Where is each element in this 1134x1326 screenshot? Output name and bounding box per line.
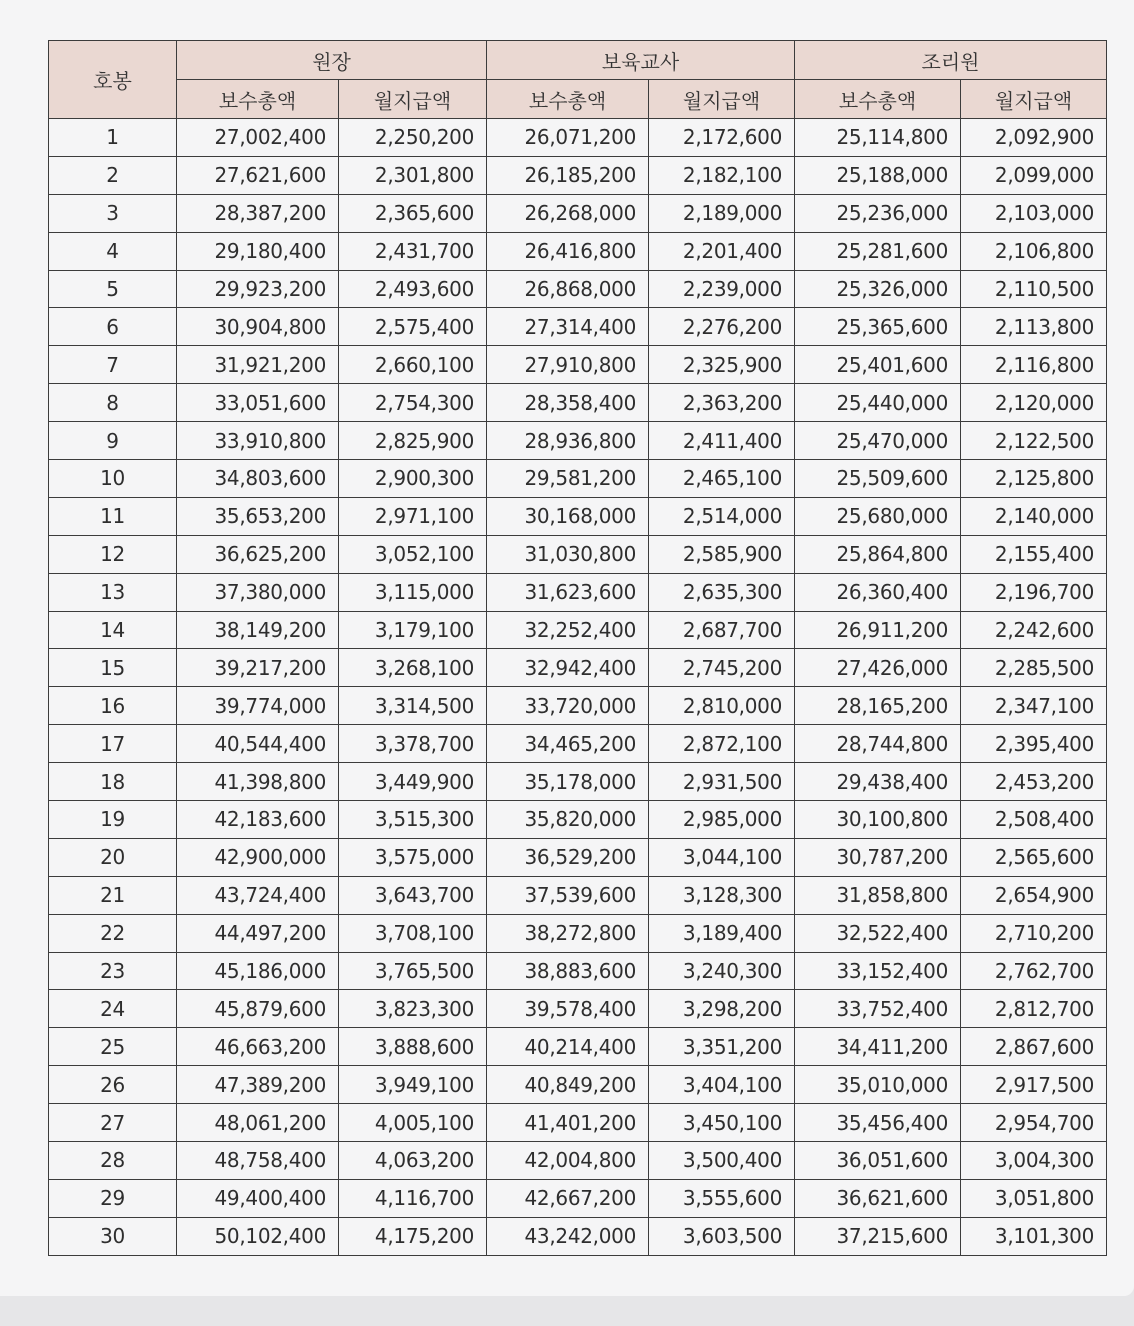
teacher-monthly-pay-cell: 2,325,900: [649, 346, 795, 384]
cook-total-pay-cell: 35,010,000: [795, 1066, 961, 1104]
cook-monthly-pay-cell: 2,196,700: [961, 573, 1107, 611]
cook-monthly-pay-cell: 2,103,000: [961, 194, 1107, 232]
director-monthly-pay-cell: 4,063,200: [339, 1142, 487, 1180]
table-row: [49, 232, 1107, 270]
grade-cell: 14: [49, 611, 177, 649]
teacher-monthly-pay-cell: 3,603,500: [649, 1217, 795, 1255]
director-monthly-pay-cell: 2,660,100: [339, 346, 487, 384]
director-total-pay-cell: 49,400,400: [177, 1179, 339, 1217]
table-row: [49, 119, 1107, 157]
teacher-total-pay-cell: 26,868,000: [487, 270, 649, 308]
teacher-total-pay-cell: 27,314,400: [487, 308, 649, 346]
director-total-pay-cell: 44,497,200: [177, 914, 339, 952]
teacher-monthly-pay-cell: 3,128,300: [649, 876, 795, 914]
teacher-monthly-pay-cell: 2,363,200: [649, 384, 795, 422]
director-monthly-pay-cell: 2,431,700: [339, 232, 487, 270]
grade-cell: 19: [49, 801, 177, 839]
director-monthly-pay-cell: 2,971,100: [339, 497, 487, 535]
director-monthly-pay-cell: 3,515,300: [339, 801, 487, 839]
grade-cell: 25: [49, 1028, 177, 1066]
grade-cell: 5: [49, 270, 177, 308]
director-monthly-pay-cell: 3,949,100: [339, 1066, 487, 1104]
group-header-director: 원장: [177, 41, 487, 80]
teacher-monthly-pay-cell: 3,450,100: [649, 1104, 795, 1142]
cook-total-pay-cell: 28,165,200: [795, 687, 961, 725]
teacher-monthly-pay-cell: 2,201,400: [649, 232, 795, 270]
cook-total-pay-cell: 26,360,400: [795, 573, 961, 611]
table-row: [49, 801, 1107, 839]
director-monthly-pay-cell: 3,643,700: [339, 876, 487, 914]
table-row: [49, 497, 1107, 535]
director-total-pay-cell: 39,774,000: [177, 687, 339, 725]
cook-total-pay-cell: 25,326,000: [795, 270, 961, 308]
cook-monthly-pay-cell: 2,395,400: [961, 725, 1107, 763]
teacher-monthly-pay-cell: 2,411,400: [649, 422, 795, 460]
teacher-total-pay-cell: 40,214,400: [487, 1028, 649, 1066]
grade-cell: 7: [49, 346, 177, 384]
cook-total-pay-cell: 25,114,800: [795, 119, 961, 157]
cook-total-pay-cell: 35,456,400: [795, 1104, 961, 1142]
table-row: [49, 763, 1107, 801]
cook-monthly-pay-cell: 2,120,000: [961, 384, 1107, 422]
teacher-total-pay-cell: 26,185,200: [487, 156, 649, 194]
director-total-pay-cell: 45,879,600: [177, 990, 339, 1028]
teacher-total-pay-cell: 42,004,800: [487, 1142, 649, 1180]
director-total-pay-cell: 40,544,400: [177, 725, 339, 763]
director-monthly-pay-cell: 3,378,700: [339, 725, 487, 763]
director-monthly-pay-cell: 4,005,100: [339, 1104, 487, 1142]
director-total-pay-cell: 33,051,600: [177, 384, 339, 422]
table-row: [49, 535, 1107, 573]
director-monthly-pay-cell: 3,575,000: [339, 838, 487, 876]
teacher-monthly-pay-cell: 3,044,100: [649, 838, 795, 876]
cook-total-pay-cell: 30,100,800: [795, 801, 961, 839]
table-row: [49, 914, 1107, 952]
grade-cell: 8: [49, 384, 177, 422]
cook-monthly-pay-cell: 2,140,000: [961, 497, 1107, 535]
director-monthly-pay-cell: 3,449,900: [339, 763, 487, 801]
teacher-monthly-pay-cell: 3,404,100: [649, 1066, 795, 1104]
grade-cell: 20: [49, 838, 177, 876]
director-monthly-pay-cell: 3,314,500: [339, 687, 487, 725]
cook-monthly-pay-cell: 2,508,400: [961, 801, 1107, 839]
director-total-pay-cell: 42,183,600: [177, 801, 339, 839]
teacher-total-pay-cell: 31,623,600: [487, 573, 649, 611]
director-total-pay-cell: 35,653,200: [177, 497, 339, 535]
director-monthly-pay-cell: 2,825,900: [339, 422, 487, 460]
director-monthly-pay-cell: 3,179,100: [339, 611, 487, 649]
cook-total-pay-cell: 34,411,200: [795, 1028, 961, 1066]
director-monthly-pay-header: 월지급액: [339, 80, 487, 119]
cook-total-pay-cell: 30,787,200: [795, 838, 961, 876]
director-total-pay-cell: 28,387,200: [177, 194, 339, 232]
teacher-monthly-pay-cell: 3,189,400: [649, 914, 795, 952]
table-row: [49, 308, 1107, 346]
teacher-monthly-pay-cell: 2,985,000: [649, 801, 795, 839]
teacher-total-pay-cell: 34,465,200: [487, 725, 649, 763]
grade-cell: 1: [49, 119, 177, 157]
group-header-cook: 조리원: [795, 41, 1107, 80]
director-total-pay-cell: 29,180,400: [177, 232, 339, 270]
director-total-pay-cell: 34,803,600: [177, 460, 339, 498]
teacher-total-pay-header: 보수총액: [487, 80, 649, 119]
director-monthly-pay-cell: 3,708,100: [339, 914, 487, 952]
header-row-groups: [49, 41, 1107, 80]
director-total-pay-cell: 47,389,200: [177, 1066, 339, 1104]
grade-cell: 10: [49, 460, 177, 498]
teacher-monthly-pay-cell: 2,465,100: [649, 460, 795, 498]
cook-total-pay-cell: 25,509,600: [795, 460, 961, 498]
cook-total-pay-cell: 33,152,400: [795, 952, 961, 990]
table-row: [49, 611, 1107, 649]
grade-cell: 15: [49, 649, 177, 687]
teacher-monthly-pay-cell: 2,872,100: [649, 725, 795, 763]
director-total-pay-cell: 30,904,800: [177, 308, 339, 346]
grade-cell: 21: [49, 876, 177, 914]
director-monthly-pay-cell: 3,823,300: [339, 990, 487, 1028]
teacher-total-pay-cell: 32,252,400: [487, 611, 649, 649]
cook-monthly-pay-cell: 2,110,500: [961, 270, 1107, 308]
cook-total-pay-cell: 25,281,600: [795, 232, 961, 270]
director-monthly-pay-cell: 2,900,300: [339, 460, 487, 498]
teacher-monthly-pay-cell: 2,172,600: [649, 119, 795, 157]
director-total-pay-cell: 31,921,200: [177, 346, 339, 384]
director-monthly-pay-cell: 3,268,100: [339, 649, 487, 687]
cook-total-pay-cell: 32,522,400: [795, 914, 961, 952]
director-total-pay-cell: 38,149,200: [177, 611, 339, 649]
director-total-pay-cell: 45,186,000: [177, 952, 339, 990]
table-row: [49, 725, 1107, 763]
cook-monthly-pay-cell: 2,125,800: [961, 460, 1107, 498]
director-monthly-pay-cell: 2,575,400: [339, 308, 487, 346]
teacher-total-pay-cell: 26,268,000: [487, 194, 649, 232]
table-row: [49, 952, 1107, 990]
director-total-pay-cell: 41,398,800: [177, 763, 339, 801]
director-total-pay-cell: 36,625,200: [177, 535, 339, 573]
grade-cell: 2: [49, 156, 177, 194]
cook-monthly-pay-cell: 2,654,900: [961, 876, 1107, 914]
teacher-total-pay-cell: 31,030,800: [487, 535, 649, 573]
grade-cell: 12: [49, 535, 177, 573]
director-total-pay-cell: 46,663,200: [177, 1028, 339, 1066]
cook-monthly-pay-cell: 2,122,500: [961, 422, 1107, 460]
teacher-monthly-pay-cell: 2,635,300: [649, 573, 795, 611]
teacher-monthly-pay-cell: 2,514,000: [649, 497, 795, 535]
cook-monthly-pay-cell: 2,347,100: [961, 687, 1107, 725]
grade-cell: 4: [49, 232, 177, 270]
table-row: [49, 1066, 1107, 1104]
cook-monthly-pay-cell: 2,812,700: [961, 990, 1107, 1028]
grade-cell: 16: [49, 687, 177, 725]
grade-cell: 17: [49, 725, 177, 763]
teacher-monthly-pay-cell: 2,810,000: [649, 687, 795, 725]
teacher-total-pay-cell: 38,272,800: [487, 914, 649, 952]
cook-total-pay-cell: 25,365,600: [795, 308, 961, 346]
group-header-teacher: 보육교사: [487, 41, 795, 80]
director-monthly-pay-cell: 2,754,300: [339, 384, 487, 422]
grade-cell: 13: [49, 573, 177, 611]
grade-cell: 28: [49, 1142, 177, 1180]
table-row: [49, 573, 1107, 611]
cook-monthly-pay-cell: 2,710,200: [961, 914, 1107, 952]
director-total-pay-cell: 39,217,200: [177, 649, 339, 687]
cook-monthly-pay-cell: 2,954,700: [961, 1104, 1107, 1142]
teacher-total-pay-cell: 36,529,200: [487, 838, 649, 876]
cook-monthly-pay-cell: 2,565,600: [961, 838, 1107, 876]
cook-total-pay-cell: 31,858,800: [795, 876, 961, 914]
teacher-total-pay-cell: 40,849,200: [487, 1066, 649, 1104]
grade-cell: 29: [49, 1179, 177, 1217]
table-row: [49, 649, 1107, 687]
cook-total-pay-cell: 36,621,600: [795, 1179, 961, 1217]
cook-monthly-pay-cell: 2,155,400: [961, 535, 1107, 573]
table-row: [49, 422, 1107, 460]
teacher-total-pay-cell: 28,358,400: [487, 384, 649, 422]
cook-total-pay-cell: 29,438,400: [795, 763, 961, 801]
grade-cell: 6: [49, 308, 177, 346]
cook-monthly-pay-cell: 2,917,500: [961, 1066, 1107, 1104]
director-total-pay-cell: 27,621,600: [177, 156, 339, 194]
director-total-pay-cell: 48,758,400: [177, 1142, 339, 1180]
grade-cell: 3: [49, 194, 177, 232]
director-total-pay-cell: 29,923,200: [177, 270, 339, 308]
cook-monthly-pay-cell: 2,092,900: [961, 119, 1107, 157]
table-row: [49, 687, 1107, 725]
table-row: [49, 1179, 1107, 1217]
cook-total-pay-cell: 25,188,000: [795, 156, 961, 194]
director-monthly-pay-cell: 3,115,000: [339, 573, 487, 611]
cook-total-pay-cell: 25,440,000: [795, 384, 961, 422]
teacher-total-pay-cell: 35,178,000: [487, 763, 649, 801]
teacher-total-pay-cell: 33,720,000: [487, 687, 649, 725]
teacher-monthly-pay-cell: 2,239,000: [649, 270, 795, 308]
teacher-monthly-pay-cell: 3,298,200: [649, 990, 795, 1028]
director-monthly-pay-cell: 3,765,500: [339, 952, 487, 990]
grade-column-header: 호봉: [49, 41, 177, 119]
table-row: [49, 838, 1107, 876]
director-monthly-pay-cell: 2,493,600: [339, 270, 487, 308]
teacher-total-pay-cell: 43,242,000: [487, 1217, 649, 1255]
table-row: [49, 346, 1107, 384]
salary-table: [48, 40, 1107, 1256]
teacher-monthly-pay-cell: 2,687,700: [649, 611, 795, 649]
grade-cell: 11: [49, 497, 177, 535]
cook-monthly-pay-cell: 2,242,600: [961, 611, 1107, 649]
cook-monthly-pay-cell: 2,106,800: [961, 232, 1107, 270]
cook-monthly-pay-cell: 2,867,600: [961, 1028, 1107, 1066]
teacher-total-pay-cell: 29,581,200: [487, 460, 649, 498]
director-total-pay-cell: 37,380,000: [177, 573, 339, 611]
cook-total-pay-header: 보수총액: [795, 80, 961, 119]
table-row: [49, 1217, 1107, 1255]
cook-monthly-pay-cell: 3,004,300: [961, 1142, 1107, 1180]
cook-monthly-pay-cell: 2,285,500: [961, 649, 1107, 687]
table-row: [49, 194, 1107, 232]
teacher-monthly-pay-header: 월지급액: [649, 80, 795, 119]
cook-total-pay-cell: 25,236,000: [795, 194, 961, 232]
cook-monthly-pay-cell: 2,453,200: [961, 763, 1107, 801]
teacher-total-pay-cell: 32,942,400: [487, 649, 649, 687]
teacher-total-pay-cell: 37,539,600: [487, 876, 649, 914]
table-row: [49, 876, 1107, 914]
grade-cell: 24: [49, 990, 177, 1028]
cook-total-pay-cell: 25,401,600: [795, 346, 961, 384]
director-total-pay-header: 보수총액: [177, 80, 339, 119]
header-row-subcolumns: [49, 80, 1107, 119]
teacher-total-pay-cell: 35,820,000: [487, 801, 649, 839]
grade-cell: 27: [49, 1104, 177, 1142]
cook-monthly-pay-cell: 3,051,800: [961, 1179, 1107, 1217]
teacher-monthly-pay-cell: 3,351,200: [649, 1028, 795, 1066]
director-total-pay-cell: 27,002,400: [177, 119, 339, 157]
teacher-monthly-pay-cell: 3,555,600: [649, 1179, 795, 1217]
director-total-pay-cell: 33,910,800: [177, 422, 339, 460]
teacher-monthly-pay-cell: 2,182,100: [649, 156, 795, 194]
director-monthly-pay-cell: 4,175,200: [339, 1217, 487, 1255]
cook-total-pay-cell: 25,680,000: [795, 497, 961, 535]
teacher-monthly-pay-cell: 3,500,400: [649, 1142, 795, 1180]
grade-cell: 22: [49, 914, 177, 952]
cook-total-pay-cell: 28,744,800: [795, 725, 961, 763]
grade-cell: 18: [49, 763, 177, 801]
table-row: [49, 384, 1107, 422]
director-monthly-pay-cell: 3,888,600: [339, 1028, 487, 1066]
director-monthly-pay-cell: 3,052,100: [339, 535, 487, 573]
table-body: [49, 119, 1107, 1256]
cook-monthly-pay-cell: 2,099,000: [961, 156, 1107, 194]
teacher-monthly-pay-cell: 2,276,200: [649, 308, 795, 346]
cook-total-pay-cell: 27,426,000: [795, 649, 961, 687]
cook-total-pay-cell: 25,864,800: [795, 535, 961, 573]
teacher-monthly-pay-cell: 2,189,000: [649, 194, 795, 232]
director-total-pay-cell: 50,102,400: [177, 1217, 339, 1255]
teacher-total-pay-cell: 30,168,000: [487, 497, 649, 535]
cook-total-pay-cell: 37,215,600: [795, 1217, 961, 1255]
teacher-monthly-pay-cell: 2,745,200: [649, 649, 795, 687]
director-monthly-pay-cell: 2,301,800: [339, 156, 487, 194]
table-row: [49, 1142, 1107, 1180]
cook-monthly-pay-header: 월지급액: [961, 80, 1107, 119]
teacher-total-pay-cell: 41,401,200: [487, 1104, 649, 1142]
teacher-monthly-pay-cell: 2,931,500: [649, 763, 795, 801]
teacher-total-pay-cell: 39,578,400: [487, 990, 649, 1028]
teacher-monthly-pay-cell: 3,240,300: [649, 952, 795, 990]
cook-monthly-pay-cell: 2,113,800: [961, 308, 1107, 346]
director-total-pay-cell: 42,900,000: [177, 838, 339, 876]
table-row: [49, 156, 1107, 194]
grade-cell: 26: [49, 1066, 177, 1104]
cook-monthly-pay-cell: 2,762,700: [961, 952, 1107, 990]
table-row: [49, 1028, 1107, 1066]
cook-total-pay-cell: 33,752,400: [795, 990, 961, 1028]
table-row: [49, 270, 1107, 308]
teacher-total-pay-cell: 26,071,200: [487, 119, 649, 157]
table-row: [49, 990, 1107, 1028]
director-monthly-pay-cell: 4,116,700: [339, 1179, 487, 1217]
cook-monthly-pay-cell: 3,101,300: [961, 1217, 1107, 1255]
table-row: [49, 460, 1107, 498]
director-total-pay-cell: 48,061,200: [177, 1104, 339, 1142]
table-row: [49, 1104, 1107, 1142]
teacher-monthly-pay-cell: 2,585,900: [649, 535, 795, 573]
cook-monthly-pay-cell: 2,116,800: [961, 346, 1107, 384]
cook-total-pay-cell: 25,470,000: [795, 422, 961, 460]
grade-cell: 9: [49, 422, 177, 460]
director-total-pay-cell: 43,724,400: [177, 876, 339, 914]
cook-total-pay-cell: 36,051,600: [795, 1142, 961, 1180]
grade-cell: 30: [49, 1217, 177, 1255]
teacher-total-pay-cell: 27,910,800: [487, 346, 649, 384]
director-monthly-pay-cell: 2,250,200: [339, 119, 487, 157]
teacher-total-pay-cell: 42,667,200: [487, 1179, 649, 1217]
teacher-total-pay-cell: 28,936,800: [487, 422, 649, 460]
teacher-total-pay-cell: 26,416,800: [487, 232, 649, 270]
teacher-total-pay-cell: 38,883,600: [487, 952, 649, 990]
table-header: [49, 41, 1107, 119]
grade-cell: 23: [49, 952, 177, 990]
cook-total-pay-cell: 26,911,200: [795, 611, 961, 649]
director-monthly-pay-cell: 2,365,600: [339, 194, 487, 232]
